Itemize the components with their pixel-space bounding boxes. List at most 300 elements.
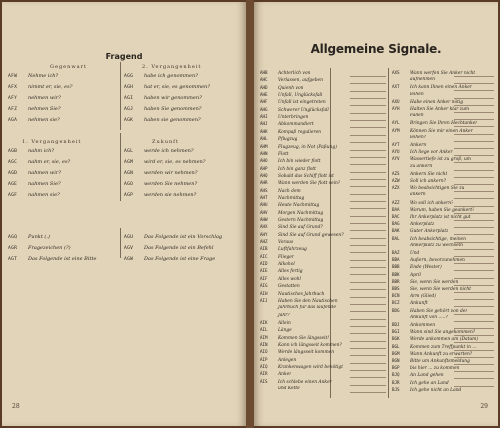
signal-row	[260, 224, 323, 230]
row-separator	[350, 142, 386, 143]
signal-row	[124, 117, 201, 123]
signal-text: ankern	[410, 192, 426, 198]
signal-text: Gestern Nachmittag	[278, 218, 324, 223]
signal-row	[260, 364, 343, 370]
signal-code: AGA	[8, 118, 18, 123]
signal-code: BCZ	[392, 300, 400, 306]
signal-text: Morgen Nachmittag	[278, 210, 324, 216]
row-separator	[350, 245, 386, 246]
left-page-title: Fragend	[105, 52, 143, 61]
row-separator	[454, 90, 494, 91]
signal-text: Das Folgende ist eine Frage	[144, 256, 216, 262]
signal-code: AIC	[260, 253, 268, 259]
signal-row	[8, 181, 61, 187]
signal-text: Jahrbuch für das laufende	[278, 305, 336, 311]
signal-text: Flieger	[278, 254, 294, 260]
row-separator	[350, 208, 386, 209]
signal-text: Ich bin ganz flott	[278, 166, 316, 172]
signal-code: AGB	[8, 149, 18, 154]
signal-row	[8, 117, 60, 123]
signal-code: AFY	[8, 96, 18, 101]
signal-text: Werde längsseit kommen	[278, 350, 335, 356]
signal-row	[8, 159, 70, 165]
signal-code: AZX	[392, 185, 400, 191]
signal-code: AHV	[260, 209, 268, 215]
row-separator	[454, 213, 494, 214]
row-separator	[350, 260, 386, 261]
header-1-vergangenheit: 1. Vergangenheit	[22, 139, 82, 145]
signal-row	[260, 276, 301, 282]
signal-code: BAZ	[392, 250, 400, 255]
signal-text: nahmen wir?	[28, 170, 61, 176]
signal-row	[260, 371, 291, 377]
signal-code: AIL	[260, 327, 268, 333]
row-separator	[350, 392, 386, 393]
signal-text: Nehme ich?	[28, 73, 59, 79]
signal-code: AFX	[8, 85, 18, 90]
signal-code: AHZ	[260, 239, 268, 245]
signal-row	[260, 188, 301, 194]
row-separator	[454, 76, 494, 77]
signal-code: AIP	[260, 356, 268, 362]
signal-code: AGQ	[8, 235, 18, 240]
signal-text: Voraus	[278, 240, 294, 246]
signal-text: Ankern Sie nicht	[410, 171, 448, 177]
signal-text: Fragezeichen (?)	[28, 245, 71, 251]
signal-text: nahm ich?	[28, 148, 55, 154]
signal-row	[392, 250, 419, 256]
row-separator	[454, 378, 494, 379]
signal-row	[392, 315, 448, 321]
signal-row	[8, 170, 61, 176]
signal-text: Warum, haben Sie geankert?	[410, 207, 475, 213]
signal-text: Kann ich längsseit kommen?	[278, 342, 342, 348]
signal-row	[392, 322, 435, 328]
row-separator	[454, 155, 494, 156]
signal-code: BAL	[392, 235, 400, 241]
signal-text: nahmen Sie?	[28, 181, 61, 187]
signal-text: Luftfahrzeug	[278, 247, 307, 253]
signal-row	[392, 135, 426, 141]
signal-code: BGM	[392, 350, 400, 356]
signal-text: hat er, sie, es genommen?	[144, 84, 210, 90]
signal-text: leihen?	[410, 134, 427, 140]
signal-text: Ankommen	[410, 323, 436, 328]
signal-code: AZS	[392, 170, 400, 176]
signal-row	[8, 95, 61, 101]
signal-text: Sie, wenn Sie werden nicht	[410, 287, 471, 292]
signal-row	[392, 92, 424, 98]
signal-row	[260, 254, 294, 260]
signal-text: Fallen	[410, 113, 424, 119]
row-separator	[350, 216, 386, 217]
signal-row	[124, 181, 197, 187]
signal-code: AGR	[8, 246, 18, 251]
signal-text: Das Folgende ist eine Bitte	[28, 256, 97, 262]
signal-code: AYM	[392, 127, 400, 133]
signal-code: BJQ	[392, 372, 400, 378]
signal-text: An Land gehen	[410, 373, 444, 379]
signal-row	[124, 170, 197, 176]
signal-text: Kommen Sie längsseit!	[278, 335, 330, 341]
row-separator	[350, 230, 386, 231]
signal-text: Ich beabsichtige, meinen	[410, 236, 466, 242]
signal-row	[260, 357, 296, 363]
signal-row	[260, 129, 321, 135]
signal-row	[392, 77, 435, 83]
signal-row	[260, 320, 291, 326]
signal-code: AHX	[260, 224, 268, 230]
signal-code: BAA	[392, 206, 400, 212]
signal-text: Nautisches Jahrbuch	[278, 291, 325, 297]
row-separator	[454, 256, 494, 257]
signal-code: AHI	[260, 114, 268, 120]
signal-row	[260, 342, 342, 348]
signal-text: Alles wohl	[278, 276, 301, 282]
signal-code: AFW	[8, 74, 18, 79]
left-column-divider-bottom	[120, 228, 121, 258]
signal-code: AIM	[260, 334, 268, 340]
signal-code: AID	[260, 261, 268, 267]
signal-text: Können Sie mir einen Anker	[410, 128, 473, 134]
signal-code: BBR	[392, 278, 400, 284]
signal-text: Habe einen Anker nötig	[410, 99, 464, 105]
signal-code: AGF	[8, 193, 18, 198]
signal-code: AIF	[260, 275, 268, 281]
signal-row	[392, 221, 434, 227]
row-separator	[350, 91, 386, 92]
row-separator	[350, 127, 386, 128]
signal-code: AHY	[260, 231, 268, 237]
book-spine	[246, 0, 254, 428]
row-separator	[454, 242, 494, 243]
signal-code: AHU	[260, 202, 268, 208]
row-separator	[350, 304, 386, 305]
signal-text: Wann sind Sie angekommen?	[410, 330, 476, 336]
signal-text: Kommen zum Treffpunkt in ...	[410, 344, 477, 350]
signal-text: nehmen wir?	[28, 95, 61, 101]
signal-code: AIQ	[260, 364, 268, 369]
signal-code: AIO	[260, 349, 268, 355]
row-separator	[350, 333, 386, 334]
signal-row	[260, 144, 337, 150]
row-separator	[454, 105, 494, 106]
signal-row	[8, 73, 58, 79]
signal-text: Anlegen	[278, 357, 297, 363]
row-separator	[454, 263, 494, 264]
signal-text: Verlassen, aufgeben	[278, 78, 323, 84]
row-separator	[350, 223, 386, 224]
signal-code: AHC	[260, 77, 268, 83]
signal-row	[392, 200, 453, 206]
signal-code: AHT	[260, 194, 268, 200]
signal-code: BGP	[392, 365, 400, 371]
row-separator	[350, 385, 386, 386]
signal-code: AZZ	[392, 199, 400, 205]
signal-row	[260, 158, 321, 164]
signal-row	[260, 99, 326, 105]
signal-code: AIE	[260, 268, 268, 274]
signal-row	[260, 313, 290, 319]
row-separator	[454, 306, 494, 307]
signal-text: haben wir genommen?	[144, 95, 202, 101]
signal-text: Ich schlebe einen Anker	[278, 379, 332, 385]
row-separator	[454, 126, 494, 127]
signal-text: Jahr?	[278, 312, 290, 318]
signal-row	[260, 246, 307, 252]
signal-row	[260, 107, 329, 113]
page-number-left: 28	[12, 403, 20, 410]
signal-code: AYH	[392, 106, 400, 111]
right-column-divider-2	[388, 68, 389, 398]
signal-code: AIB	[260, 246, 268, 252]
row-separator	[454, 141, 494, 142]
signal-code: AHR	[260, 180, 268, 186]
signal-text: Wo soll ich ankern?	[410, 200, 454, 206]
signal-code: AGI	[124, 96, 134, 101]
right-page	[254, 2, 498, 426]
signal-code: AZW	[392, 178, 400, 183]
signal-row	[260, 180, 340, 186]
signal-row	[392, 300, 428, 306]
signal-text: nehmen sie?	[28, 117, 60, 123]
signal-row	[124, 192, 196, 198]
row-separator	[454, 83, 494, 84]
row-separator	[454, 342, 494, 343]
signal-code: AYL	[392, 120, 400, 126]
row-separator	[454, 321, 494, 322]
signal-code: AHW	[260, 217, 268, 222]
signal-row	[392, 387, 461, 393]
signal-row	[392, 264, 442, 270]
row-separator	[454, 299, 494, 300]
header-gegenwart: Gegenwart	[50, 64, 87, 70]
signal-text: Wassertiefe ist zu groß, um	[410, 157, 471, 163]
signal-row	[260, 202, 319, 208]
header-2-vergangenheit: 2. Vergangenheit	[142, 64, 202, 70]
signal-row	[260, 77, 323, 83]
signal-text: Anker	[278, 372, 292, 378]
row-separator	[454, 198, 494, 199]
row-separator	[350, 348, 386, 349]
signal-row	[8, 84, 72, 90]
signal-row	[260, 335, 329, 341]
signal-text: Arm (Glied)	[410, 294, 436, 300]
signal-text: Alkohol	[278, 262, 295, 268]
row-separator	[350, 98, 386, 99]
signal-row	[392, 149, 453, 155]
signal-text: haben Sie genommen?	[144, 106, 202, 112]
signal-row	[260, 298, 338, 304]
signal-code: AHL	[260, 136, 268, 142]
signal-code: AYV	[392, 156, 400, 162]
signal-text: Wo beabsichtigen Sie zu	[410, 186, 465, 192]
row-separator	[350, 326, 386, 327]
signal-code: AGK	[124, 118, 134, 123]
signal-code: AGN	[124, 171, 134, 176]
row-separator	[454, 162, 494, 163]
row-separator	[350, 289, 386, 290]
row-separator	[454, 350, 494, 351]
signal-text: Unterbringen	[278, 115, 309, 121]
signal-row	[8, 256, 96, 262]
signal-text: werden Sie nehmen?	[144, 181, 198, 187]
row-separator	[350, 319, 386, 320]
row-separator	[454, 335, 494, 336]
row-separator	[454, 357, 494, 358]
signal-row	[8, 245, 71, 251]
signal-text: Allein	[278, 320, 291, 326]
signal-text: nimmt er, sie, es?	[28, 84, 73, 90]
signal-row	[260, 195, 304, 201]
signal-text: Ankerplatz	[410, 222, 435, 228]
signal-text: Flott	[278, 151, 289, 157]
signal-row	[260, 239, 293, 245]
signal-row	[260, 327, 292, 333]
row-separator	[454, 270, 494, 271]
signal-text: werden sie nehmen?	[144, 192, 197, 198]
signal-row	[392, 279, 458, 285]
row-separator	[350, 150, 386, 151]
row-separator	[454, 119, 494, 120]
row-separator	[454, 227, 494, 228]
signal-code: BBA	[392, 257, 400, 263]
signal-text: werde ich nehmen?	[144, 148, 194, 154]
row-separator	[454, 285, 494, 286]
signal-code: BDG	[392, 307, 400, 313]
row-separator	[350, 355, 386, 356]
signal-code: AIS	[260, 378, 268, 384]
signal-text: nahmen sie?	[28, 192, 60, 198]
signal-text: Quienh von	[278, 85, 304, 91]
row-separator	[350, 179, 386, 180]
row-separator	[350, 105, 386, 106]
signal-row	[260, 121, 314, 127]
signal-text: Nachmittag	[278, 195, 305, 201]
signal-row	[124, 84, 210, 90]
row-separator	[454, 184, 494, 185]
signal-text: Sie, wenn Sie werden	[410, 279, 459, 285]
signal-row	[124, 256, 215, 262]
signal-code: AIG	[260, 283, 268, 289]
signal-text: Ich gehe nicht an Land	[410, 387, 462, 393]
signal-text: Unfall, Unglücksfall	[278, 93, 323, 99]
row-separator	[350, 363, 386, 364]
signal-code: AXS	[392, 70, 400, 75]
signal-text: Abkommandiert	[278, 122, 314, 128]
row-separator	[350, 238, 386, 239]
signal-code: AYT	[392, 142, 400, 147]
signal-text: Kompaß regulieren	[278, 129, 321, 135]
signal-text: zu ankern	[410, 163, 433, 169]
signal-code: BCN	[392, 293, 400, 299]
signal-text: Sind Sie auf Grund?	[278, 225, 323, 231]
signal-code: AGJ	[124, 107, 134, 112]
signal-text: Ankunft	[410, 301, 428, 307]
signal-text: Bringen Sie Ihren Hechtanker	[410, 121, 478, 127]
signal-row	[124, 234, 222, 240]
signal-row	[392, 142, 426, 148]
signal-text: Gestatten	[278, 284, 300, 290]
signal-row	[260, 386, 300, 392]
signal-text: Haben Sie gehört von der	[410, 308, 468, 314]
signal-code: AFZ	[8, 107, 18, 112]
signal-code: BGK	[392, 336, 400, 342]
signal-text: Ankerplatz zu wechseln	[410, 242, 463, 248]
row-separator	[454, 314, 494, 315]
left-column-divider-top	[120, 62, 121, 130]
signal-code: AGT	[8, 257, 18, 262]
row-separator	[454, 134, 494, 135]
signal-row	[260, 151, 289, 157]
signal-text: Ende (Wester)	[410, 265, 442, 271]
signal-text: Heute Nachmittag	[278, 203, 320, 209]
signal-row	[260, 210, 323, 216]
signal-code: AGW	[124, 257, 134, 262]
row-separator	[454, 98, 494, 99]
signal-code: BBB	[392, 264, 400, 270]
signal-row	[124, 245, 213, 251]
row-separator	[350, 113, 386, 114]
signal-code: BGL	[392, 343, 400, 349]
row-separator	[454, 177, 494, 178]
signal-text: nahm er, sie, es?	[28, 159, 71, 165]
signal-row	[392, 293, 436, 299]
signal-text: Krankenwagen wird benötigt	[278, 365, 344, 370]
signal-row	[392, 372, 444, 378]
signal-row	[124, 148, 194, 154]
row-separator	[350, 186, 386, 187]
signal-row	[124, 106, 201, 112]
signal-code: AGO	[124, 182, 134, 187]
signal-row	[392, 380, 449, 386]
signal-code: AGC	[8, 160, 18, 165]
right-page-title: Allgemeine Signale.	[310, 42, 442, 56]
signal-code: AIN	[260, 341, 268, 347]
signal-row	[260, 166, 316, 172]
signal-text: Halten Sie Anker klar zum	[410, 107, 470, 112]
row-separator	[454, 386, 494, 387]
header-zukunft: Zukunft	[152, 139, 180, 145]
signal-text: Soll ich ankern?	[410, 179, 446, 184]
signal-row	[260, 114, 308, 120]
signal-code: AHS	[260, 187, 268, 193]
row-separator	[350, 370, 386, 371]
signal-code: AGL	[124, 149, 134, 154]
signal-text: Das Folgende ist ein Vorschlag	[144, 234, 223, 240]
row-separator	[454, 249, 494, 250]
signal-text: Guter Ankerplatz	[410, 229, 449, 235]
row-separator	[350, 311, 386, 312]
signal-row	[392, 164, 432, 170]
row-separator	[350, 267, 386, 268]
signal-code: BAC	[392, 214, 400, 219]
page-number-right: 29	[480, 403, 488, 410]
row-separator	[454, 278, 494, 279]
row-separator	[350, 164, 386, 165]
signal-code: AHM	[260, 143, 268, 149]
row-separator	[350, 172, 386, 173]
signal-text: Und	[410, 251, 420, 256]
signal-text: Ich bin wieder flott	[278, 159, 321, 165]
signal-code: AGV	[124, 246, 134, 251]
signal-code: AHP	[260, 165, 268, 171]
row-separator	[454, 191, 494, 192]
signal-code: AXU	[392, 98, 400, 104]
signal-text: Ankern	[410, 143, 427, 148]
signal-row	[392, 113, 424, 119]
row-separator	[350, 83, 386, 84]
